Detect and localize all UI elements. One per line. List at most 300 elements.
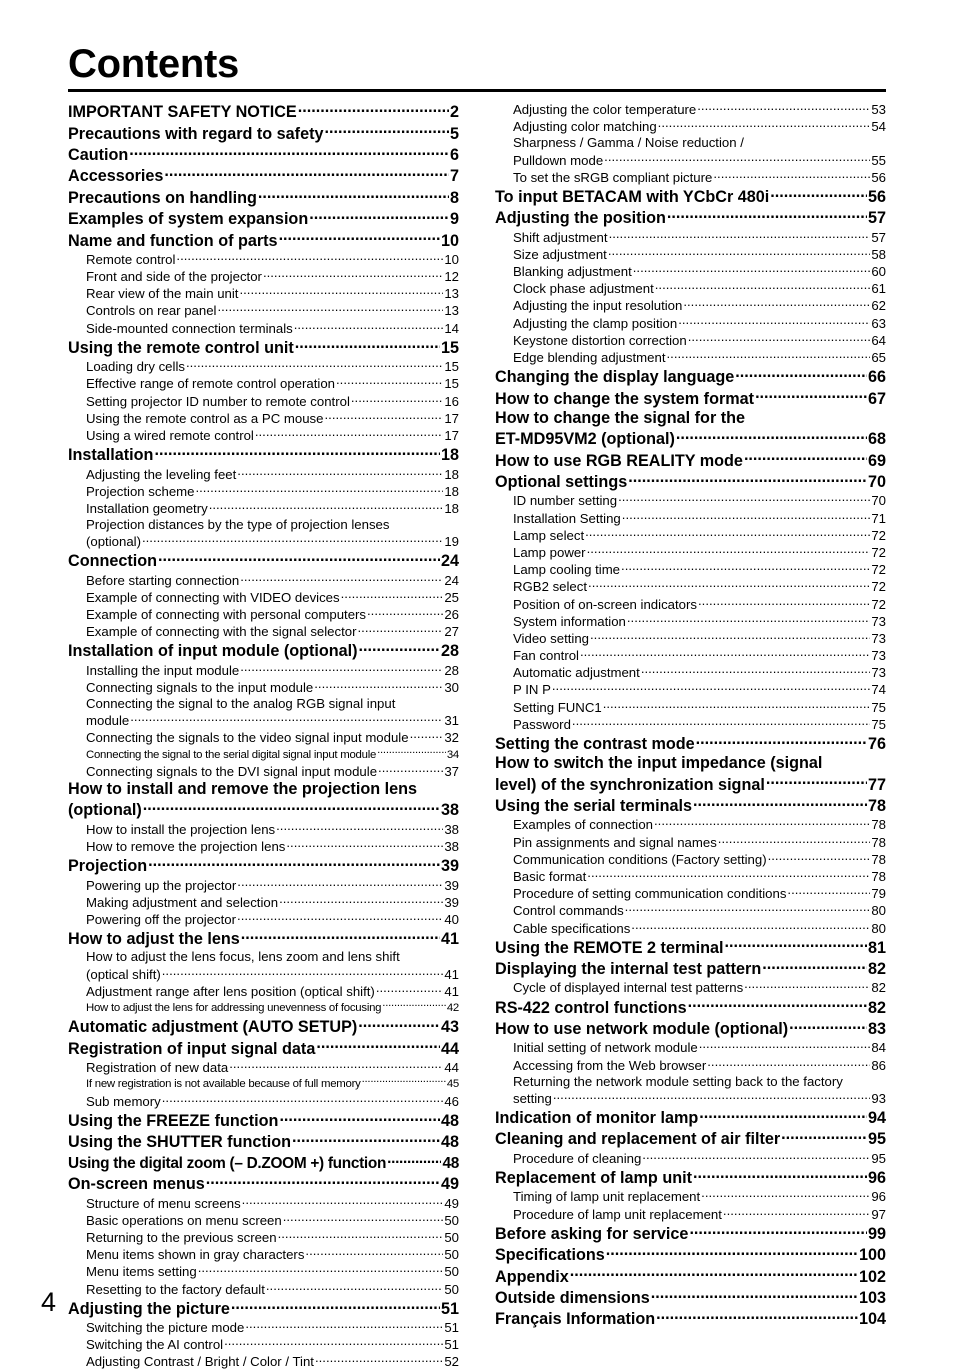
toc-page-number: 34 bbox=[446, 748, 459, 761]
toc-section-entry bbox=[495, 207, 886, 228]
dot-leader bbox=[143, 799, 440, 815]
toc-subsection-entry bbox=[68, 623, 459, 640]
toc-subsection-entry bbox=[495, 314, 886, 331]
toc-entry-title: Rear view of the main unit bbox=[86, 286, 239, 302]
toc-entry-title: Lamp select bbox=[513, 527, 585, 543]
dot-leader bbox=[362, 1076, 446, 1087]
toc-entry-title: Connecting the signals to the video signal input module bbox=[86, 730, 409, 746]
toc-section-entry bbox=[495, 449, 886, 470]
toc-entry-title: How to use RGB REALITY mode bbox=[495, 451, 743, 470]
toc-entry-title: Installation geometry bbox=[86, 500, 208, 516]
toc-subsection-entry bbox=[68, 392, 459, 409]
toc-entry-title: Automatic adjustment bbox=[513, 665, 640, 681]
toc-entry-title: Timing of lamp unit replacement bbox=[513, 1189, 701, 1205]
toc-page-number: 50 bbox=[444, 1264, 459, 1280]
toc-subsection-entry bbox=[68, 572, 459, 589]
toc-page-number: 100 bbox=[858, 1246, 886, 1265]
toc-section-entry bbox=[495, 1107, 886, 1128]
toc-entry-title: Using the remote control as a PC mouse bbox=[86, 410, 324, 426]
toc-section-entry bbox=[68, 1131, 459, 1152]
toc-subsection-entry bbox=[495, 630, 886, 647]
toc-subsection-entry bbox=[495, 169, 886, 186]
dot-leader bbox=[276, 821, 443, 834]
dot-leader bbox=[378, 763, 443, 776]
dot-leader bbox=[698, 595, 870, 608]
toc-page-number: 48 bbox=[440, 1111, 459, 1130]
toc-section-entry bbox=[495, 1167, 886, 1188]
toc-subsection-entry bbox=[495, 509, 886, 526]
toc-entry-title: Appendix bbox=[495, 1267, 569, 1286]
toc-entry-title: Projection distances by the type of projection lenses bbox=[86, 516, 390, 532]
toc-entry-title: Setting projector ID number to remote control bbox=[86, 393, 350, 409]
toc-entry-title: Connecting signals to the input module bbox=[86, 680, 314, 696]
toc-entry-title: Resetting to the factory default bbox=[86, 1281, 265, 1297]
toc-entry-title: Switching the AI control bbox=[86, 1337, 224, 1353]
toc-entry-title: Switching the picture mode bbox=[86, 1320, 245, 1336]
dot-leader bbox=[766, 773, 867, 789]
toc-entry-title: Optional settings bbox=[495, 472, 628, 491]
toc-subsection-entry bbox=[68, 1246, 459, 1263]
toc-page-number: 70 bbox=[871, 493, 886, 509]
dot-leader bbox=[678, 314, 870, 327]
toc-entry-title: Video setting bbox=[513, 630, 590, 646]
toc-subsection-entry bbox=[68, 358, 459, 375]
dot-leader bbox=[781, 1128, 867, 1144]
toc-page-number: 25 bbox=[444, 589, 459, 605]
dot-leader bbox=[129, 144, 449, 160]
toc-subsection-entry bbox=[68, 427, 459, 444]
toc-page-number: 56 bbox=[871, 169, 886, 185]
toc-page-number: 38 bbox=[444, 838, 459, 854]
toc-entry-title: Setting the contrast mode bbox=[495, 735, 695, 753]
dot-leader bbox=[358, 1016, 440, 1032]
toc-page-number: 74 bbox=[871, 682, 886, 698]
toc-entry-title: Remote control bbox=[86, 251, 176, 267]
dot-leader bbox=[609, 229, 871, 242]
toc-section-entry bbox=[495, 1265, 886, 1286]
dot-leader bbox=[633, 263, 871, 276]
toc-section-entry bbox=[68, 855, 459, 876]
toc-page-number: 26 bbox=[444, 607, 459, 623]
toc-entry-title: Displaying the internal test pattern bbox=[495, 960, 762, 979]
toc-page-number: 12 bbox=[444, 269, 459, 285]
toc-page-number: 53 bbox=[871, 102, 886, 118]
dot-leader bbox=[314, 679, 443, 692]
toc-entry-title: Procedure of cleaning bbox=[513, 1150, 642, 1166]
toc-entry-title: Using the serial terminals bbox=[495, 796, 693, 815]
toc-page-number: 104 bbox=[858, 1310, 886, 1329]
toc-entry-title: Powering up the projector bbox=[86, 877, 237, 893]
toc-subsection-entry bbox=[68, 410, 459, 427]
toc-page-number: 31 bbox=[444, 713, 459, 729]
toc-page-number: 39 bbox=[444, 877, 459, 893]
toc-page-number: 68 bbox=[867, 430, 886, 449]
dot-leader bbox=[755, 387, 867, 403]
toc-entry-title-continued: module bbox=[86, 713, 130, 729]
dot-leader bbox=[588, 578, 870, 591]
toc-entry-title: If new registration is not available because of full memory bbox=[86, 1078, 361, 1091]
toc-entry-title: Adjustment range after lens position (optical shift) bbox=[86, 983, 375, 999]
dot-leader bbox=[292, 1131, 440, 1147]
toc-page-number: 44 bbox=[444, 1060, 459, 1076]
toc-section-entry bbox=[68, 187, 459, 208]
toc-entry-title-continued: level) of the synchronization signal bbox=[495, 775, 765, 794]
toc-entry-title: How to install the projection lens bbox=[86, 821, 276, 837]
dot-leader bbox=[309, 208, 449, 224]
dot-leader bbox=[240, 572, 443, 585]
toc-page-number: 65 bbox=[871, 350, 886, 366]
dot-leader bbox=[266, 1280, 443, 1293]
toc-page-number: 73 bbox=[871, 613, 886, 629]
toc-page-number: 2 bbox=[449, 103, 459, 122]
toc-subsection-entry bbox=[68, 1263, 459, 1280]
toc-subsection-entry bbox=[68, 1319, 459, 1336]
toc-subsection-entry bbox=[495, 246, 886, 263]
toc-subsection-entry bbox=[68, 606, 459, 623]
toc-entry-title: How to adjust the lens for addressing unevenness of focusing bbox=[86, 1002, 382, 1015]
toc-entry-title: Installation of input module (optional) bbox=[68, 642, 358, 661]
toc-page-number: 17 bbox=[444, 428, 459, 443]
toc-page-number: 6 bbox=[449, 145, 459, 164]
toc-entry-title: Replacement of lamp unit bbox=[495, 1168, 692, 1187]
toc-subsection-entry bbox=[68, 1076, 459, 1092]
dot-leader bbox=[239, 285, 443, 298]
toc-entry-title: Sharpness / Gamma / Noise reduction / bbox=[513, 135, 744, 151]
toc-subsection-entry bbox=[68, 821, 459, 838]
dot-leader bbox=[718, 833, 871, 846]
toc-entry-title: Caution bbox=[68, 145, 129, 164]
dot-leader bbox=[656, 1308, 858, 1324]
dot-leader bbox=[240, 662, 443, 675]
toc-subsection-entry bbox=[495, 885, 886, 902]
toc-entry-title: Basic operations on menu screen bbox=[86, 1212, 282, 1228]
toc-entry-title: How to adjust the lens focus, lens zoom and lens shift bbox=[86, 949, 400, 965]
toc-section-entry bbox=[495, 1244, 886, 1265]
toc-subsection-entry bbox=[495, 833, 886, 850]
toc-subsection-entry bbox=[495, 919, 886, 936]
toc-entry-title: How to use network module (optional) bbox=[495, 1020, 789, 1039]
toc-subsection-entry bbox=[495, 1205, 886, 1222]
toc-section-entry bbox=[68, 640, 459, 661]
toc-entry-title: Adjusting the picture bbox=[68, 1299, 230, 1318]
dot-leader bbox=[325, 410, 444, 423]
toc-section-entry bbox=[68, 550, 459, 571]
toc-page-number: 72 bbox=[871, 596, 886, 612]
toc-section-entry bbox=[495, 795, 886, 816]
dot-leader bbox=[697, 101, 870, 114]
toc-page-number: 94 bbox=[867, 1109, 886, 1127]
toc-page-number: 30 bbox=[444, 680, 459, 696]
toc-entry-title: Shift adjustment bbox=[513, 229, 608, 245]
toc-entry-title: Adjusting the clamp position bbox=[513, 315, 678, 331]
dot-leader bbox=[336, 375, 443, 388]
toc-section-entry bbox=[68, 928, 459, 949]
dot-leader bbox=[186, 358, 443, 371]
toc-section-entry bbox=[68, 208, 459, 229]
toc-page-number: 55 bbox=[871, 152, 886, 168]
dot-leader bbox=[231, 1298, 440, 1314]
toc-entry-title: Structure of menu screens bbox=[86, 1195, 241, 1211]
toc-entry-title: Indication of monitor lamp bbox=[495, 1109, 699, 1127]
toc-entry-title: Communication conditions (Factory setting) bbox=[513, 851, 767, 867]
toc-page-number: 72 bbox=[871, 579, 886, 595]
dot-leader bbox=[195, 483, 443, 496]
toc-page-number: 66 bbox=[867, 368, 886, 387]
dot-leader bbox=[130, 712, 443, 725]
toc-subsection-entry bbox=[68, 1059, 459, 1076]
toc-page-number: 41 bbox=[444, 966, 459, 982]
toc-page-number: 5 bbox=[449, 124, 459, 143]
dot-leader bbox=[279, 894, 443, 907]
dot-leader bbox=[603, 698, 871, 711]
dot-leader bbox=[744, 449, 867, 465]
dot-leader bbox=[148, 855, 440, 871]
dot-leader bbox=[655, 280, 871, 293]
toc-right-column bbox=[495, 101, 886, 1330]
toc-entry-title-continued: setting bbox=[513, 1090, 552, 1106]
toc-page-number: 50 bbox=[444, 1247, 459, 1263]
dot-leader bbox=[693, 1167, 867, 1183]
toc-subsection-entry bbox=[495, 544, 886, 561]
dot-leader bbox=[683, 297, 870, 310]
toc-entry-title: Specifications bbox=[495, 1246, 605, 1265]
toc-subsection-entry bbox=[68, 894, 459, 911]
toc-page-number: 18 bbox=[444, 466, 459, 482]
toc-entry-title: Loading dry cells bbox=[86, 359, 185, 375]
toc-entry-title-continued: Pulldown mode bbox=[513, 152, 604, 168]
toc-subsection-entry bbox=[68, 465, 459, 482]
toc-page-number: 45 bbox=[446, 1078, 459, 1091]
dot-leader bbox=[667, 207, 867, 223]
toc-page-number: 62 bbox=[871, 298, 886, 314]
toc-subsection-entry bbox=[495, 698, 886, 715]
dot-leader bbox=[580, 647, 870, 660]
toc-entry-title-continued: (optical shift) bbox=[86, 966, 161, 982]
toc-section-entry bbox=[68, 229, 459, 250]
toc-page-number: 58 bbox=[871, 246, 886, 262]
toc-page-number: 81 bbox=[867, 938, 886, 957]
toc-entry-title: Using the remote control unit bbox=[68, 338, 294, 357]
toc-page-number: 76 bbox=[867, 735, 886, 753]
dot-leader bbox=[376, 983, 444, 996]
toc-page-number: 80 bbox=[871, 903, 886, 919]
toc-entry-title: Connecting the signal to the analog RGB signal input bbox=[86, 696, 396, 712]
toc-subsection-entry bbox=[68, 729, 459, 746]
toc-entry-title: To input BETACAM with YCbCr 480i bbox=[495, 187, 770, 206]
toc-entry-title: Powering off the projector bbox=[86, 911, 237, 927]
toc-page-number: 78 bbox=[871, 851, 886, 867]
toc-page-number: 54 bbox=[871, 119, 886, 135]
dot-leader bbox=[377, 746, 446, 757]
toc-section-entry bbox=[495, 1308, 886, 1329]
toc-page-number: 82 bbox=[867, 960, 886, 979]
toc-subsection-entry bbox=[68, 251, 459, 268]
toc-subsection-entry bbox=[68, 302, 459, 319]
toc-section-entry bbox=[495, 409, 886, 450]
dot-leader bbox=[237, 911, 443, 924]
toc-entry-title: Adjusting the color temperature bbox=[513, 102, 697, 118]
toc-section-entry bbox=[495, 1128, 886, 1149]
toc-entry-title: Accessing from the Web browser bbox=[513, 1057, 707, 1073]
toc-entry-title: Cable specifications bbox=[513, 920, 631, 936]
toc-entry-title: Precautions on handling bbox=[68, 188, 257, 207]
dot-leader bbox=[298, 101, 449, 117]
toc-entry-title: Controls on rear panel bbox=[86, 303, 217, 319]
toc-section-entry bbox=[68, 144, 459, 165]
toc-page-number: 16 bbox=[444, 393, 459, 409]
toc-entry-title: Position of on-screen indicators bbox=[513, 596, 697, 612]
toc-subsection-entry bbox=[68, 1229, 459, 1246]
toc-entry-title: Cycle of displayed internal test patterns bbox=[513, 980, 744, 996]
toc-section-entry bbox=[495, 937, 886, 958]
toc-page-number: 73 bbox=[871, 665, 886, 681]
toc-entry-title: To set the sRGB compliant picture bbox=[513, 169, 713, 185]
toc-subsection-entry bbox=[495, 851, 886, 868]
dot-leader bbox=[699, 1107, 867, 1123]
toc-entry-title: Lamp power bbox=[513, 544, 586, 560]
toc-entry-title: Precautions with regard to safety bbox=[68, 124, 324, 143]
toc-entry-title: Installing the input module bbox=[86, 662, 240, 678]
dot-leader bbox=[237, 876, 443, 889]
toc-subsection-entry bbox=[68, 696, 459, 729]
toc-entry-title: Example of connecting with the signal selector bbox=[86, 624, 357, 640]
dot-leader bbox=[158, 550, 440, 566]
toc-section-entry bbox=[68, 1016, 459, 1037]
toc-entry-title: Using the SHUTTER function bbox=[68, 1133, 292, 1152]
toc-subsection-entry bbox=[495, 902, 886, 919]
toc-entry-title: Returning the network module setting back to the factory bbox=[513, 1073, 843, 1089]
toc-entry-title: Blanking adjustment bbox=[513, 264, 632, 280]
toc-entry-title: Returning to the previous screen bbox=[86, 1229, 277, 1245]
toc-page-number: 38 bbox=[444, 821, 459, 837]
toc-entry-title: Example of connecting with personal computers bbox=[86, 607, 367, 623]
dot-leader bbox=[237, 465, 443, 478]
toc-section-entry bbox=[68, 444, 459, 465]
dot-leader bbox=[651, 1287, 858, 1303]
dot-leader bbox=[209, 500, 444, 513]
toc-subsection-entry bbox=[495, 118, 886, 135]
dot-leader bbox=[618, 492, 870, 505]
page-number: 4 bbox=[41, 1287, 57, 1317]
toc-entry-title: Clock phase adjustment bbox=[513, 281, 654, 297]
toc-entry-title: Basic format bbox=[513, 868, 587, 884]
toc-page-number: 24 bbox=[440, 552, 459, 571]
toc-subsection-entry bbox=[68, 319, 459, 336]
dot-leader bbox=[553, 1090, 870, 1103]
toc-entry-title-continued: ET-MD95VM2 (optional) bbox=[495, 430, 675, 449]
dot-leader bbox=[699, 1039, 871, 1052]
dot-leader bbox=[359, 640, 440, 656]
toc-section-entry bbox=[495, 186, 886, 207]
toc-subsection-entry bbox=[68, 949, 459, 982]
toc-subsection-entry bbox=[68, 876, 459, 893]
dot-leader bbox=[286, 838, 443, 851]
toc-subsection-entry bbox=[68, 911, 459, 928]
dot-leader bbox=[590, 630, 870, 643]
toc-page-number: 15 bbox=[440, 338, 459, 357]
toc-section-entry bbox=[68, 780, 459, 821]
toc-entry-title: Example of connecting with VIDEO devices bbox=[86, 589, 340, 605]
toc-entry-title: Effective range of remote control operation bbox=[86, 376, 335, 392]
dot-leader bbox=[283, 1212, 444, 1225]
dot-leader bbox=[154, 444, 440, 460]
toc-page-number: 49 bbox=[440, 1175, 459, 1194]
toc-page-number: 8 bbox=[449, 188, 459, 207]
dot-leader bbox=[224, 1336, 443, 1349]
dot-leader bbox=[641, 664, 871, 677]
toc-subsection-entry bbox=[68, 268, 459, 285]
toc-entry-title: Projection scheme bbox=[86, 483, 195, 499]
dot-leader bbox=[693, 795, 867, 811]
toc-page-number: 93 bbox=[871, 1090, 886, 1106]
toc-entry-title: Password bbox=[513, 716, 571, 732]
dot-leader bbox=[713, 169, 870, 182]
toc-page-number: 73 bbox=[871, 630, 886, 646]
dot-leader bbox=[278, 1229, 444, 1242]
toc-entry-title-continued: (optional) bbox=[68, 801, 142, 820]
toc-page-number: 95 bbox=[871, 1150, 886, 1166]
toc-subsection-entry bbox=[68, 838, 459, 855]
toc-subsection-entry bbox=[495, 280, 886, 297]
toc-page-number: 78 bbox=[871, 834, 886, 850]
dot-leader bbox=[587, 868, 870, 881]
toc-subsection-entry bbox=[495, 816, 886, 833]
toc-section-entry bbox=[495, 958, 886, 979]
toc-entry-title: Before starting connection bbox=[86, 572, 240, 588]
dot-leader bbox=[341, 589, 444, 602]
dot-leader bbox=[625, 902, 871, 915]
toc-page-number: 13 bbox=[444, 286, 459, 302]
toc-page-number: 51 bbox=[444, 1320, 459, 1336]
toc-subsection-entry bbox=[68, 763, 459, 780]
toc-section-entry bbox=[68, 1110, 459, 1131]
toc-section-entry bbox=[495, 1223, 886, 1244]
dot-leader bbox=[707, 1056, 870, 1069]
toc-page-number: 10 bbox=[444, 251, 459, 267]
toc-page-number: 75 bbox=[871, 699, 886, 715]
toc-page-number: 97 bbox=[871, 1206, 886, 1222]
toc-subsection-entry bbox=[68, 500, 459, 517]
dot-leader bbox=[164, 165, 449, 181]
toc-page-number: 28 bbox=[444, 662, 459, 678]
dot-leader bbox=[295, 337, 440, 353]
toc-page-number: 51 bbox=[440, 1299, 459, 1318]
toc-entry-title: Using the digital zoom (– D.ZOOM +) function bbox=[68, 1154, 387, 1172]
toc-page-number: 57 bbox=[871, 229, 886, 245]
toc-entry-title: Size adjustment bbox=[513, 246, 607, 262]
toc-entry-title: RGB2 select bbox=[513, 579, 588, 595]
dot-leader bbox=[631, 919, 870, 932]
toc-entry-title: Examples of connection bbox=[513, 817, 654, 833]
toc-section-entry bbox=[495, 996, 886, 1017]
toc-page-number: 39 bbox=[444, 894, 459, 910]
dot-leader bbox=[604, 151, 870, 164]
toc-subsection-entry bbox=[495, 647, 886, 664]
dot-leader bbox=[162, 965, 444, 978]
dot-leader bbox=[351, 392, 443, 405]
dot-leader bbox=[701, 1188, 870, 1201]
dot-leader bbox=[367, 606, 443, 619]
dot-leader bbox=[229, 1059, 443, 1072]
toc-page-number: 60 bbox=[871, 264, 886, 280]
toc-subsection-entry bbox=[495, 578, 886, 595]
toc-section-entry bbox=[68, 101, 459, 122]
toc-page-number: 42 bbox=[446, 1002, 459, 1015]
toc-subsection-entry bbox=[495, 1074, 886, 1107]
toc-page-number: 24 bbox=[444, 572, 459, 588]
toc-page-number: 64 bbox=[871, 332, 886, 348]
dot-leader bbox=[142, 533, 443, 546]
